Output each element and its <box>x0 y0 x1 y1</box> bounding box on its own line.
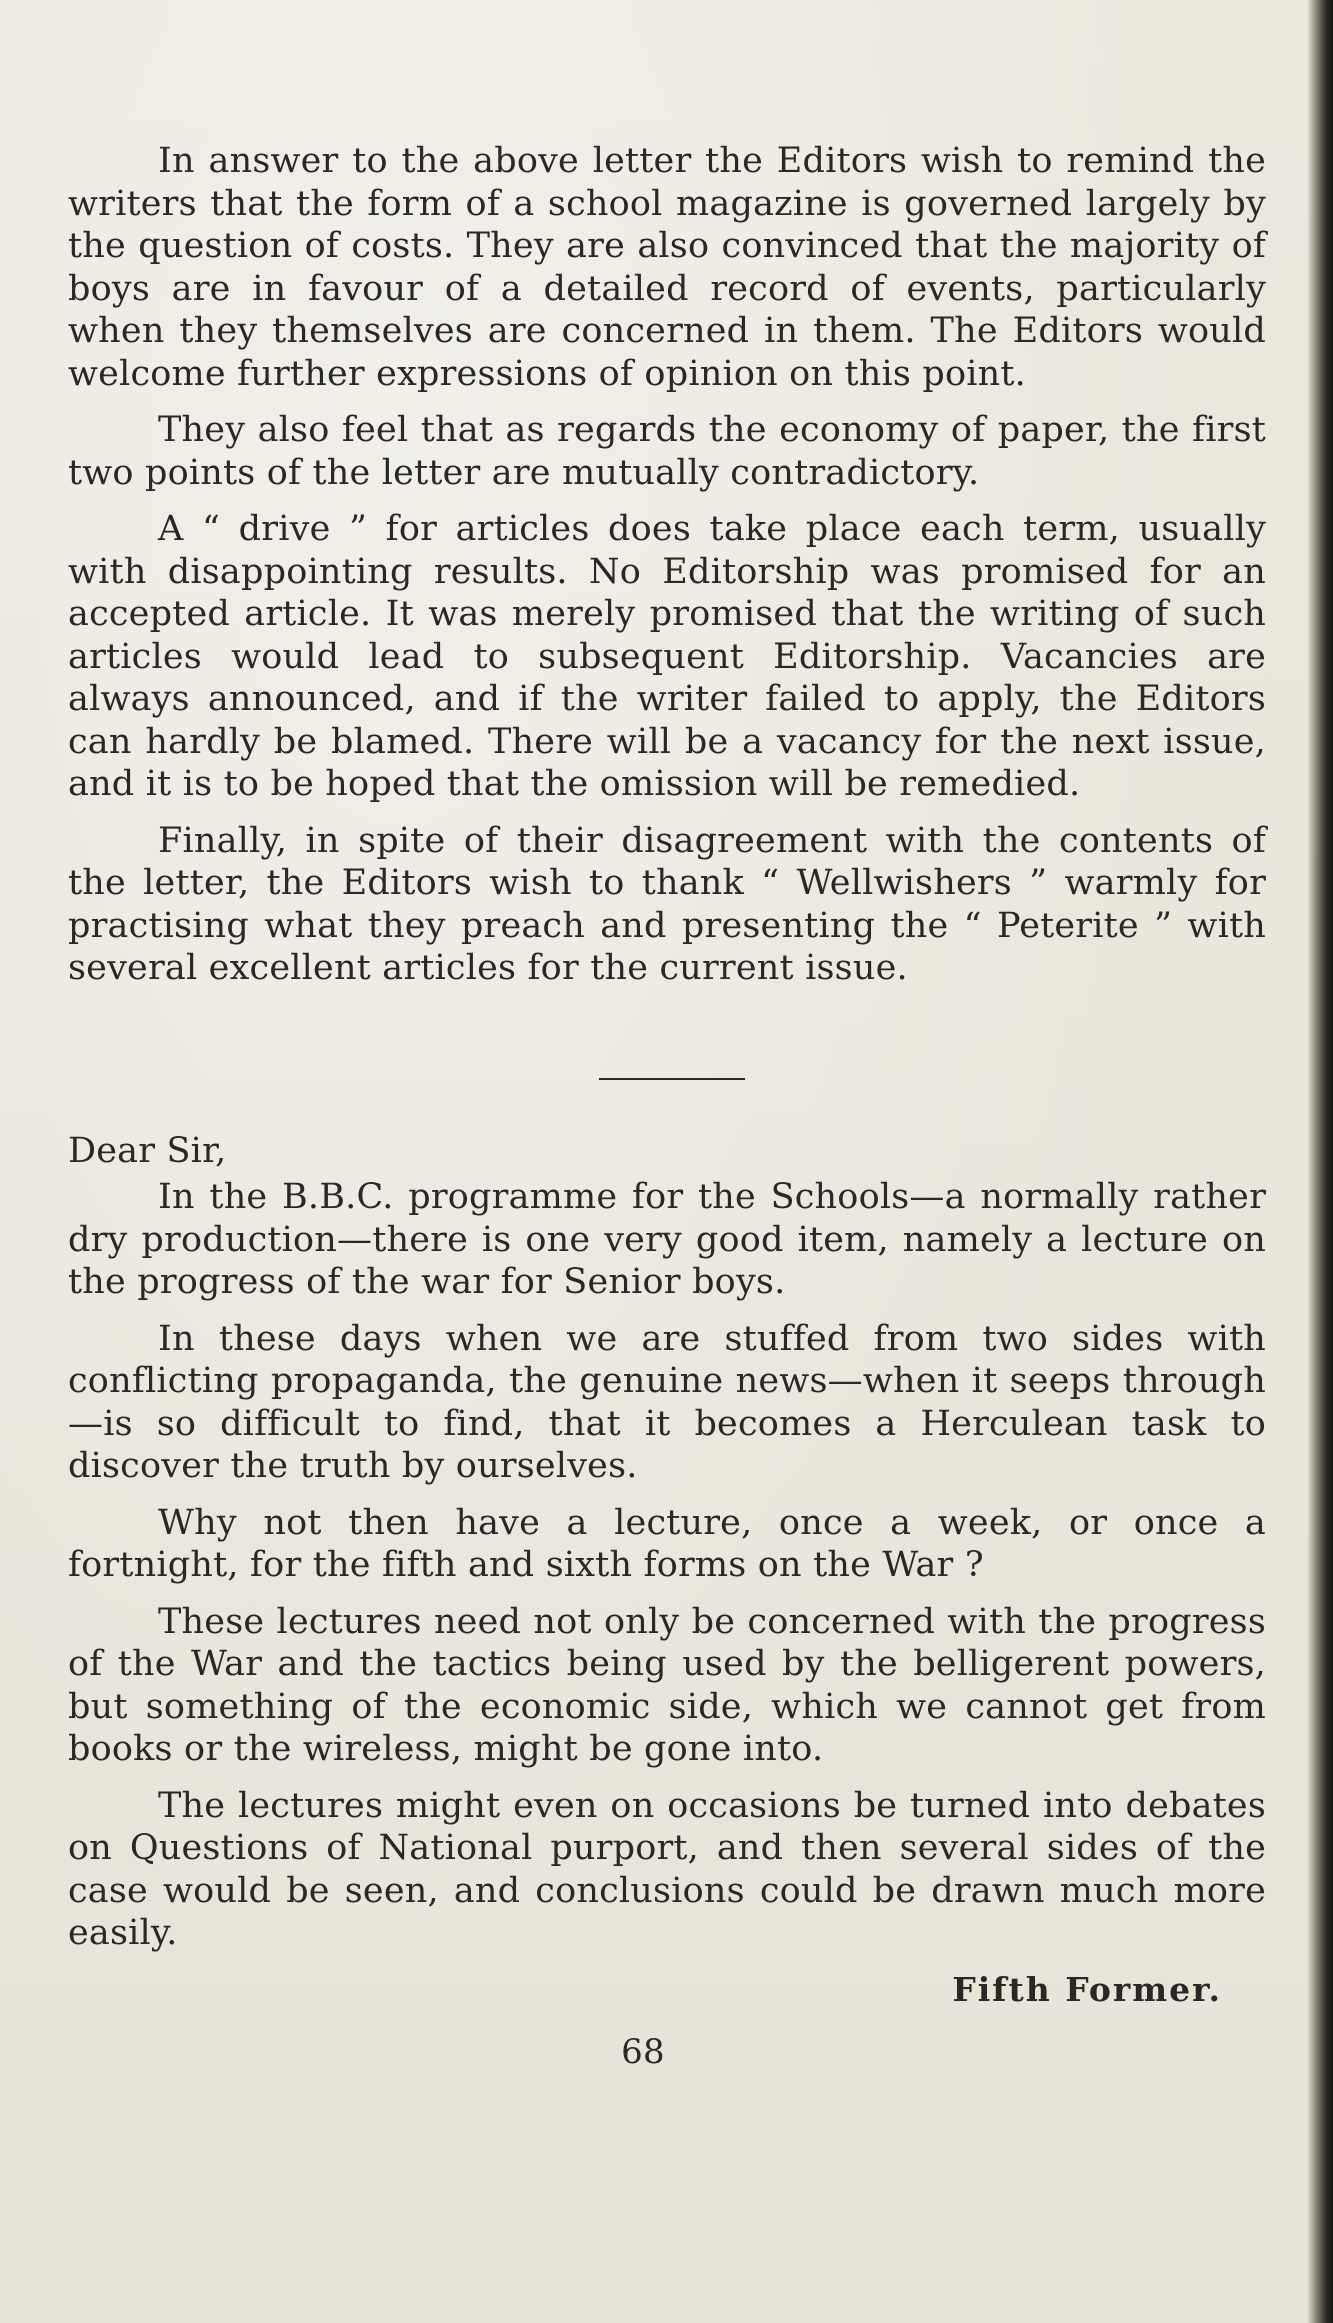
editors-reply <box>68 140 1266 990</box>
letter-salutation: Dear Sir, <box>68 1130 227 1171</box>
reply-paragraph: Finally, in spite of their disagreement with the contents of the letter, the Editors wish to thank “ Wellwishers ” warmly for practising what they preach and presenting the “ Peterite ” with several excellent articles for the current issue. <box>68 820 1266 988</box>
letter <box>68 1130 1266 2012</box>
page-number: 68 <box>621 2032 665 2072</box>
letter-paragraph: These lectures need not only be concerned with the progress of the War and the tactics being used by the belligerent powers, but something of the economic side, which we cannot get from books or the wireless, might be gone into. <box>68 1601 1266 1769</box>
letter-signature: Fifth Former. <box>952 1969 1222 2009</box>
binding-shadow <box>1307 0 1333 2323</box>
letter-paragraph: In the B.B.C. programme for the Schools—a normally rather dry production—there is one very good item, namely a lecture on the progress of the war for Senior boys. <box>68 1177 1266 1302</box>
letter-paragraph: Why not then have a lecture, once a week, or once a fortnight, for the fifth and sixth forms on the War ? <box>68 1502 1266 1585</box>
reply-paragraph: They also feel that as regards the economy of paper, the first two points of the letter are mutually contradictory. <box>68 410 1266 493</box>
page-content <box>68 140 1266 2074</box>
section-divider <box>599 1078 745 1080</box>
letter-paragraph: In these days when we are stuffed from two sides with conflicting propaganda, the genuine news—when it seeps through—is so difficult to find, that it becomes a Herculean task to discover the truth by ourselves. <box>68 1318 1266 1486</box>
letter-paragraph: The lectures might even on occasions be turned into debates on Questions of National purport, and then several sides of the case would be seen, and conclusions could be drawn much more easily. <box>68 1785 1266 1953</box>
reply-paragraph: In answer to the above letter the Editors wish to remind the writers that the form of a school magazine is governed largely by the question of costs. They are also convinced that the majority of boys are in favour of a detailed record of events, particularly when they themselves are concerned in them. The Editors would welcome further expressions of opinion on this point. <box>68 141 1266 394</box>
reply-paragraph: A “ drive ” for articles does take place each term, usually with disappointing results. No Editorship was promised for an accepted article. It was merely promised that the writing of such articles would lead to subsequent Editorship. Vacancies are always announced, and if the writer failed to apply, the Editors can hardly be blamed. There will be a vacancy for the next issue, and it is to be hoped that the omission will be remedied. <box>68 509 1266 804</box>
